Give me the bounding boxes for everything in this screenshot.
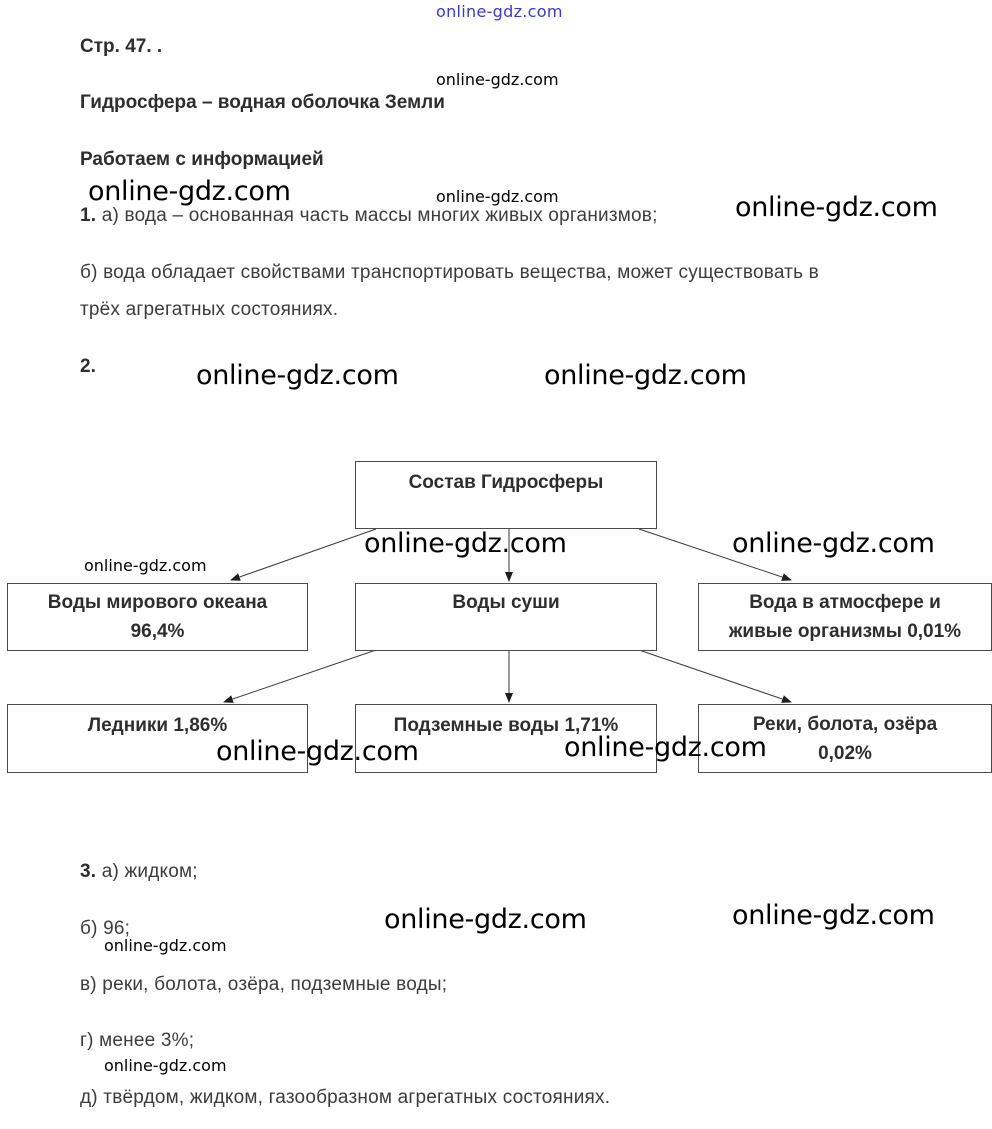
q3-answer-e: д) твёрдом, жидком, газообразном агрегатных состояниях. — [80, 1087, 611, 1108]
watermark: online-gdz.com — [436, 70, 559, 89]
watermark: online-gdz.com — [732, 528, 935, 559]
arrow-land-to-glaciers — [224, 650, 376, 702]
watermark: online-gdz.com — [84, 556, 207, 575]
watermark-top: online-gdz.com — [436, 2, 563, 21]
q2-number: 2. — [80, 356, 96, 377]
glaciers-label: Ледники 1,86% — [87, 715, 228, 736]
diagram-land-box — [355, 583, 657, 651]
watermark: online-gdz.com — [364, 528, 567, 559]
groundwater-label: Подземные воды 1,71% — [393, 715, 619, 736]
q3-answer-b: б) 96; — [80, 918, 131, 939]
diagram-atmosphere-box — [698, 583, 992, 651]
q3-answer-d: г) менее 3%; — [80, 1030, 195, 1051]
page-title: Гидросфера – водная оболочка Земли — [80, 92, 445, 113]
watermark: online-gdz.com — [436, 187, 559, 206]
diagram-ocean-box — [7, 583, 308, 651]
q1-answer-b-line1: б) вода обладает свойствами транспортировать вещества, может существовать в — [80, 262, 819, 283]
section-heading: Работаем с информацией — [80, 149, 324, 170]
q3-a-text: а) жидком; — [96, 861, 198, 882]
q3-answer-a — [80, 861, 198, 883]
q3-answer-c: в) реки, болота, озёра, подземные воды; — [80, 974, 448, 995]
watermark: online-gdz.com — [735, 192, 938, 223]
page-reference: Стр. 47. . — [80, 36, 163, 57]
diagram-root-box — [355, 461, 657, 529]
atmosphere-label-line2: живые организмы 0,01% — [728, 621, 962, 642]
watermark: online-gdz.com — [104, 936, 227, 955]
ocean-label: Воды мирового океана — [47, 592, 268, 613]
atmosphere-label-line1: Вода в атмосфере и — [749, 592, 941, 613]
watermark: online-gdz.com — [732, 900, 935, 931]
land-label: Воды суши — [452, 592, 560, 613]
ocean-percent: 96,4% — [130, 621, 185, 642]
rivers-percent: 0,02% — [818, 743, 872, 764]
diagram-root-label: Состав Гидросферы — [408, 472, 604, 493]
watermark: online-gdz.com — [196, 360, 399, 391]
watermark: online-gdz.com — [564, 732, 767, 763]
arrow-root-to-ocean — [231, 529, 376, 580]
watermark: online-gdz.com — [384, 904, 587, 935]
q1-answer-b-line2: трёх агрегатных состояниях. — [80, 299, 339, 320]
rivers-label: Реки, болота, озёра — [752, 714, 938, 735]
watermark: online-gdz.com — [104, 1056, 227, 1075]
watermark: online-gdz.com — [216, 736, 419, 767]
watermark: online-gdz.com — [544, 360, 747, 391]
watermark: online-gdz.com — [88, 176, 291, 207]
arrow-land-to-rivers — [639, 650, 791, 702]
q1-number: 1. — [80, 205, 97, 226]
q1-a-text: а) вода – основанная часть массы многих живых организмов; — [96, 205, 658, 226]
q3-number: 3. — [80, 861, 97, 882]
